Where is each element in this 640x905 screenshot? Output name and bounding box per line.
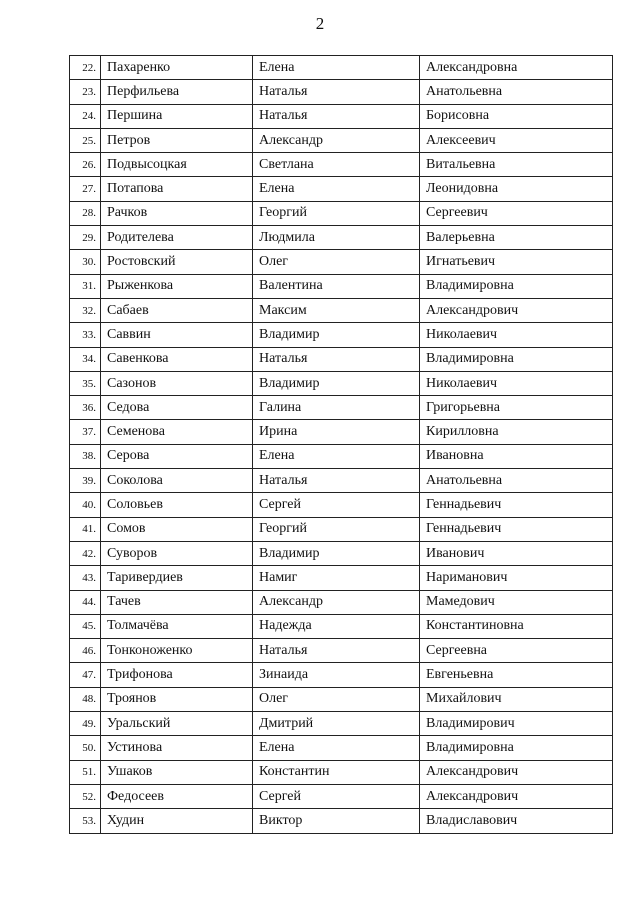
first-name-cell: Наталья xyxy=(253,469,420,493)
first-name-cell: Елена xyxy=(253,177,420,201)
surname-cell: Федосеев xyxy=(101,784,253,808)
patronymic-cell: Леонидовна xyxy=(420,177,613,201)
table-row xyxy=(70,687,613,711)
surname-cell: Троянов xyxy=(101,687,253,711)
surname-cell: Саввин xyxy=(101,323,253,347)
row-number: 34. xyxy=(70,347,101,371)
patronymic-cell: Владимировна xyxy=(420,274,613,298)
first-name-cell: Сергей xyxy=(253,493,420,517)
first-name-cell: Георгий xyxy=(253,201,420,225)
row-number: 31. xyxy=(70,274,101,298)
patronymic-cell: Ивановна xyxy=(420,444,613,468)
table-row xyxy=(70,517,613,541)
surname-cell: Таривердиев xyxy=(101,566,253,590)
first-name-cell: Елена xyxy=(253,56,420,80)
row-number: 42. xyxy=(70,541,101,565)
table-row xyxy=(70,323,613,347)
row-number: 47. xyxy=(70,663,101,687)
row-number: 32. xyxy=(70,298,101,322)
table-row xyxy=(70,226,613,250)
patronymic-cell: Геннадьевич xyxy=(420,493,613,517)
row-number: 30. xyxy=(70,250,101,274)
table-row xyxy=(70,760,613,784)
first-name-cell: Константин xyxy=(253,760,420,784)
table-row xyxy=(70,396,613,420)
surname-cell: Худин xyxy=(101,809,253,833)
row-number: 36. xyxy=(70,396,101,420)
surname-cell: Сомов xyxy=(101,517,253,541)
patronymic-cell: Борисовна xyxy=(420,104,613,128)
first-name-cell: Наталья xyxy=(253,104,420,128)
table-row xyxy=(70,56,613,80)
table-row xyxy=(70,614,613,638)
patronymic-cell: Игнатьевич xyxy=(420,250,613,274)
first-name-cell: Георгий xyxy=(253,517,420,541)
table-row xyxy=(70,274,613,298)
surname-cell: Седова xyxy=(101,396,253,420)
row-number: 25. xyxy=(70,128,101,152)
row-number: 53. xyxy=(70,809,101,833)
patronymic-cell: Владимировна xyxy=(420,736,613,760)
first-name-cell: Александр xyxy=(253,128,420,152)
first-name-cell: Наталья xyxy=(253,639,420,663)
row-number: 43. xyxy=(70,566,101,590)
patronymic-cell: Александрович xyxy=(420,760,613,784)
patronymic-cell: Алексеевич xyxy=(420,128,613,152)
table-row xyxy=(70,736,613,760)
surname-cell: Рачков xyxy=(101,201,253,225)
patronymic-cell: Константиновна xyxy=(420,614,613,638)
patronymic-cell: Владиславович xyxy=(420,809,613,833)
table-row xyxy=(70,493,613,517)
table-row xyxy=(70,469,613,493)
first-name-cell: Наталья xyxy=(253,80,420,104)
row-number: 27. xyxy=(70,177,101,201)
table-row xyxy=(70,444,613,468)
table-row xyxy=(70,566,613,590)
patronymic-cell: Александровна xyxy=(420,56,613,80)
first-name-cell: Виктор xyxy=(253,809,420,833)
table-row xyxy=(70,420,613,444)
row-number: 26. xyxy=(70,153,101,177)
surname-cell: Пахаренко xyxy=(101,56,253,80)
first-name-cell: Елена xyxy=(253,736,420,760)
row-number: 48. xyxy=(70,687,101,711)
table-row xyxy=(70,809,613,833)
row-number: 24. xyxy=(70,104,101,128)
first-name-cell: Елена xyxy=(253,444,420,468)
surname-cell: Ушаков xyxy=(101,760,253,784)
surname-cell: Рыженкова xyxy=(101,274,253,298)
table-row xyxy=(70,104,613,128)
row-number: 28. xyxy=(70,201,101,225)
patronymic-cell: Александрович xyxy=(420,298,613,322)
table-row xyxy=(70,201,613,225)
table-row xyxy=(70,153,613,177)
surname-cell: Тонконоженко xyxy=(101,639,253,663)
row-number: 50. xyxy=(70,736,101,760)
row-number: 41. xyxy=(70,517,101,541)
table-row xyxy=(70,639,613,663)
table-row xyxy=(70,250,613,274)
patronymic-cell: Евгеньевна xyxy=(420,663,613,687)
surname-cell: Ростовский xyxy=(101,250,253,274)
table-row xyxy=(70,177,613,201)
patronymic-cell: Сергеевич xyxy=(420,201,613,225)
roster-table xyxy=(69,55,613,834)
first-name-cell: Светлана xyxy=(253,153,420,177)
first-name-cell: Надежда xyxy=(253,614,420,638)
patronymic-cell: Геннадьевич xyxy=(420,517,613,541)
table-row xyxy=(70,590,613,614)
first-name-cell: Дмитрий xyxy=(253,712,420,736)
surname-cell: Подвысоцкая xyxy=(101,153,253,177)
row-number: 35. xyxy=(70,371,101,395)
surname-cell: Першина xyxy=(101,104,253,128)
patronymic-cell: Мамедович xyxy=(420,590,613,614)
row-number: 52. xyxy=(70,784,101,808)
surname-cell: Трифонова xyxy=(101,663,253,687)
patronymic-cell: Николаевич xyxy=(420,323,613,347)
patronymic-cell: Валерьевна xyxy=(420,226,613,250)
table-row xyxy=(70,712,613,736)
row-number: 33. xyxy=(70,323,101,347)
first-name-cell: Владимир xyxy=(253,541,420,565)
table-row xyxy=(70,128,613,152)
first-name-cell: Олег xyxy=(253,250,420,274)
surname-cell: Сабаев xyxy=(101,298,253,322)
surname-cell: Серова xyxy=(101,444,253,468)
patronymic-cell: Николаевич xyxy=(420,371,613,395)
surname-cell: Потапова xyxy=(101,177,253,201)
first-name-cell: Людмила xyxy=(253,226,420,250)
table-row xyxy=(70,347,613,371)
row-number: 51. xyxy=(70,760,101,784)
patronymic-cell: Владимировна xyxy=(420,347,613,371)
surname-cell: Родителева xyxy=(101,226,253,250)
surname-cell: Сазонов xyxy=(101,371,253,395)
table-row xyxy=(70,541,613,565)
row-number: 22. xyxy=(70,56,101,80)
patronymic-cell: Нариманович xyxy=(420,566,613,590)
table-row xyxy=(70,784,613,808)
surname-cell: Суворов xyxy=(101,541,253,565)
patronymic-cell: Сергеевна xyxy=(420,639,613,663)
surname-cell: Тачев xyxy=(101,590,253,614)
table-row xyxy=(70,298,613,322)
first-name-cell: Зинаида xyxy=(253,663,420,687)
patronymic-cell: Михайлович xyxy=(420,687,613,711)
row-number: 39. xyxy=(70,469,101,493)
surname-cell: Савенкова xyxy=(101,347,253,371)
table-row xyxy=(70,663,613,687)
row-number: 45. xyxy=(70,614,101,638)
patronymic-cell: Анатольевна xyxy=(420,469,613,493)
page-number: 2 xyxy=(315,14,325,33)
first-name-cell: Владимир xyxy=(253,371,420,395)
row-number: 40. xyxy=(70,493,101,517)
surname-cell: Соловьев xyxy=(101,493,253,517)
row-number: 23. xyxy=(70,80,101,104)
first-name-cell: Максим xyxy=(253,298,420,322)
first-name-cell: Намиг xyxy=(253,566,420,590)
first-name-cell: Олег xyxy=(253,687,420,711)
surname-cell: Перфильева xyxy=(101,80,253,104)
table-row xyxy=(70,371,613,395)
surname-cell: Семенова xyxy=(101,420,253,444)
patronymic-cell: Александрович xyxy=(420,784,613,808)
row-number: 37. xyxy=(70,420,101,444)
patronymic-cell: Владимирович xyxy=(420,712,613,736)
patronymic-cell: Григорьевна xyxy=(420,396,613,420)
row-number: 44. xyxy=(70,590,101,614)
first-name-cell: Наталья xyxy=(253,347,420,371)
row-number: 49. xyxy=(70,712,101,736)
patronymic-cell: Витальевна xyxy=(420,153,613,177)
patronymic-cell: Иванович xyxy=(420,541,613,565)
row-number: 29. xyxy=(70,226,101,250)
first-name-cell: Валентина xyxy=(253,274,420,298)
table-row xyxy=(70,80,613,104)
surname-cell: Устинова xyxy=(101,736,253,760)
surname-cell: Петров xyxy=(101,128,253,152)
row-number: 38. xyxy=(70,444,101,468)
first-name-cell: Галина xyxy=(253,396,420,420)
roster-body xyxy=(70,56,613,834)
surname-cell: Толмачёва xyxy=(101,614,253,638)
row-number: 46. xyxy=(70,639,101,663)
first-name-cell: Александр xyxy=(253,590,420,614)
patronymic-cell: Анатольевна xyxy=(420,80,613,104)
patronymic-cell: Кирилловна xyxy=(420,420,613,444)
first-name-cell: Сергей xyxy=(253,784,420,808)
surname-cell: Соколова xyxy=(101,469,253,493)
first-name-cell: Владимир xyxy=(253,323,420,347)
first-name-cell: Ирина xyxy=(253,420,420,444)
surname-cell: Уральский xyxy=(101,712,253,736)
